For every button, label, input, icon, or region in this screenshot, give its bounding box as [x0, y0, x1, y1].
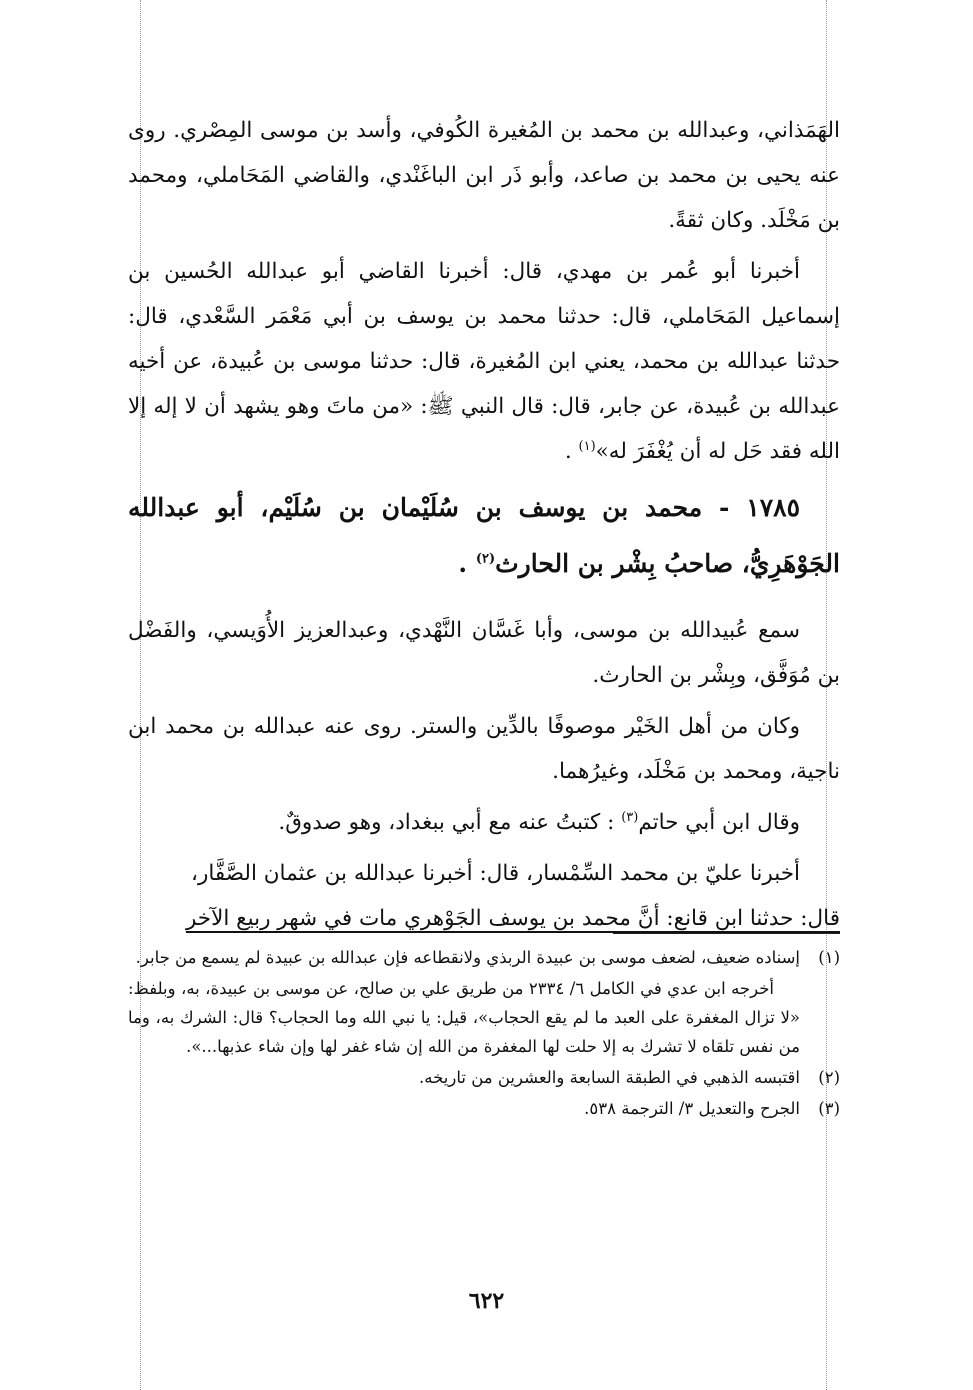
- paragraph: وكان من أهل الخَيْر موصوفًا بالدِّين والستر. روى عنه عبدالله بن محمد ابن ناجية، ومحمد بن مَخْلَد، وغيرُهما.: [128, 714, 840, 784]
- footnotes: [128, 943, 840, 1125]
- footnote-ref: (٣): [621, 809, 639, 825]
- paragraph-text: وقال ابن أبي حاتم: [638, 810, 800, 835]
- footnote-ref: (٢): [475, 551, 496, 567]
- footnote-number: (١): [818, 948, 840, 967]
- paragraph: [128, 800, 840, 845]
- paragraph-line: أخبرنا عليّ بن محمد السِّمْسار، قال: أخبرنا عبدالله بن عثمان الصَّفَّار،: [191, 861, 800, 886]
- footnote-ref: (١): [578, 438, 596, 454]
- footnote: [128, 1063, 840, 1092]
- footnote-separator: [613, 933, 840, 934]
- punctuation: .: [458, 549, 468, 578]
- footnote-number: (٢): [818, 1068, 840, 1087]
- entry-heading: [128, 480, 840, 592]
- paragraph-text: : كتبتُ عنه مع أبي ببغداد، وهو صدوقٌ.: [278, 810, 615, 835]
- paragraph: الهَمَذاني، وعبدالله بن محمد بن المُغيرة الكُوفي، وأسد بن موسى المِصْري. روى عنه يحيى بن محمد بن صاعد، وأبو ذَر ابن الباغَنْدي، والقاضي المَحَاملي، ومحمد بن مَخْلَد. وكان ثقةً.: [128, 118, 840, 233]
- paragraph: [128, 851, 840, 941]
- footnote: [128, 1094, 840, 1123]
- entry-heading-text: ١٧٨٥ - محمد بن يوسف بن سُلَيْمان بن سُلَيْم، أبو عبدالله الجَوْهَرِيُّ، صاحبُ بِشْر بن الحارث: [128, 493, 840, 578]
- page-number: ٦٢٢: [468, 1288, 505, 1314]
- footnote-text: إسناده ضعيف، لضعف موسى بن عبيدة الربذي ولانقطاعه فإن عبدالله بن عبيدة لم يسمع من جابر.: [135, 948, 800, 967]
- main-text: [128, 108, 840, 941]
- paragraph-line: قال: حدثنا ابن قانع: أنَّ محمد بن يوسف الجَوْهري مات في شهر ربيع الآخر: [185, 906, 840, 931]
- paragraph-text: أخبرنا أبو عُمر بن مهدي، قال: أخبرنا القاضي أبو عبدالله الحُسين بن إسماعيل المَحَاملي، قال: حدثنا محمد بن يوسف بن أبي مَعْمَر السَّعْدي، قال: حدثنا عبدالله بن محمد، يعني ابن المُغيرة، قال: حدثنا موسى بن عُبيدة، عن أخيه عبدالله بن عُبيدة، عن جابر، قال: قال النبي ﷺ: «من ماتَ وهو يشهد أن لا إله إلا الله فقد حَل له أن يُغْفَرَ له»: [128, 259, 840, 464]
- punctuation: .: [564, 439, 572, 464]
- footnote-number: (٣): [818, 1099, 840, 1118]
- paragraph-hadith: [128, 249, 840, 474]
- footnote-text: اقتبسه الذهبي في الطبقة السابعة والعشرين من تاريخه.: [419, 1068, 800, 1087]
- footnote: [128, 943, 840, 972]
- footnote-continuation: أخرجه ابن عدي في الكامل ٦/ ٢٣٣٤ من طريق علي بن صالح، عن موسى بن عبيدة، به، وبلفظ: «لا تزال المغفرة على العبد ما لم يقع الحجاب»، قيل: يا نبي الله وما الحجاب؟ قال: الشرك به، وما من نفس تلقاه لا تشرك به إلا حلت لها المغفرة من الله إن شاء غفر لها وإن شاء عذبها...».: [128, 979, 800, 1056]
- paragraph: سمع عُبيدالله بن موسى، وأبا غَسَّان النَّهْدي، وعبدالعزيز الأُوَيسي، والفَضْل بن مُوَفَّق، وبِشْر بن الحارث.: [128, 618, 840, 688]
- footnote-text: الجرح والتعديل ٣/ الترجمة ٥٣٨.: [584, 1099, 800, 1118]
